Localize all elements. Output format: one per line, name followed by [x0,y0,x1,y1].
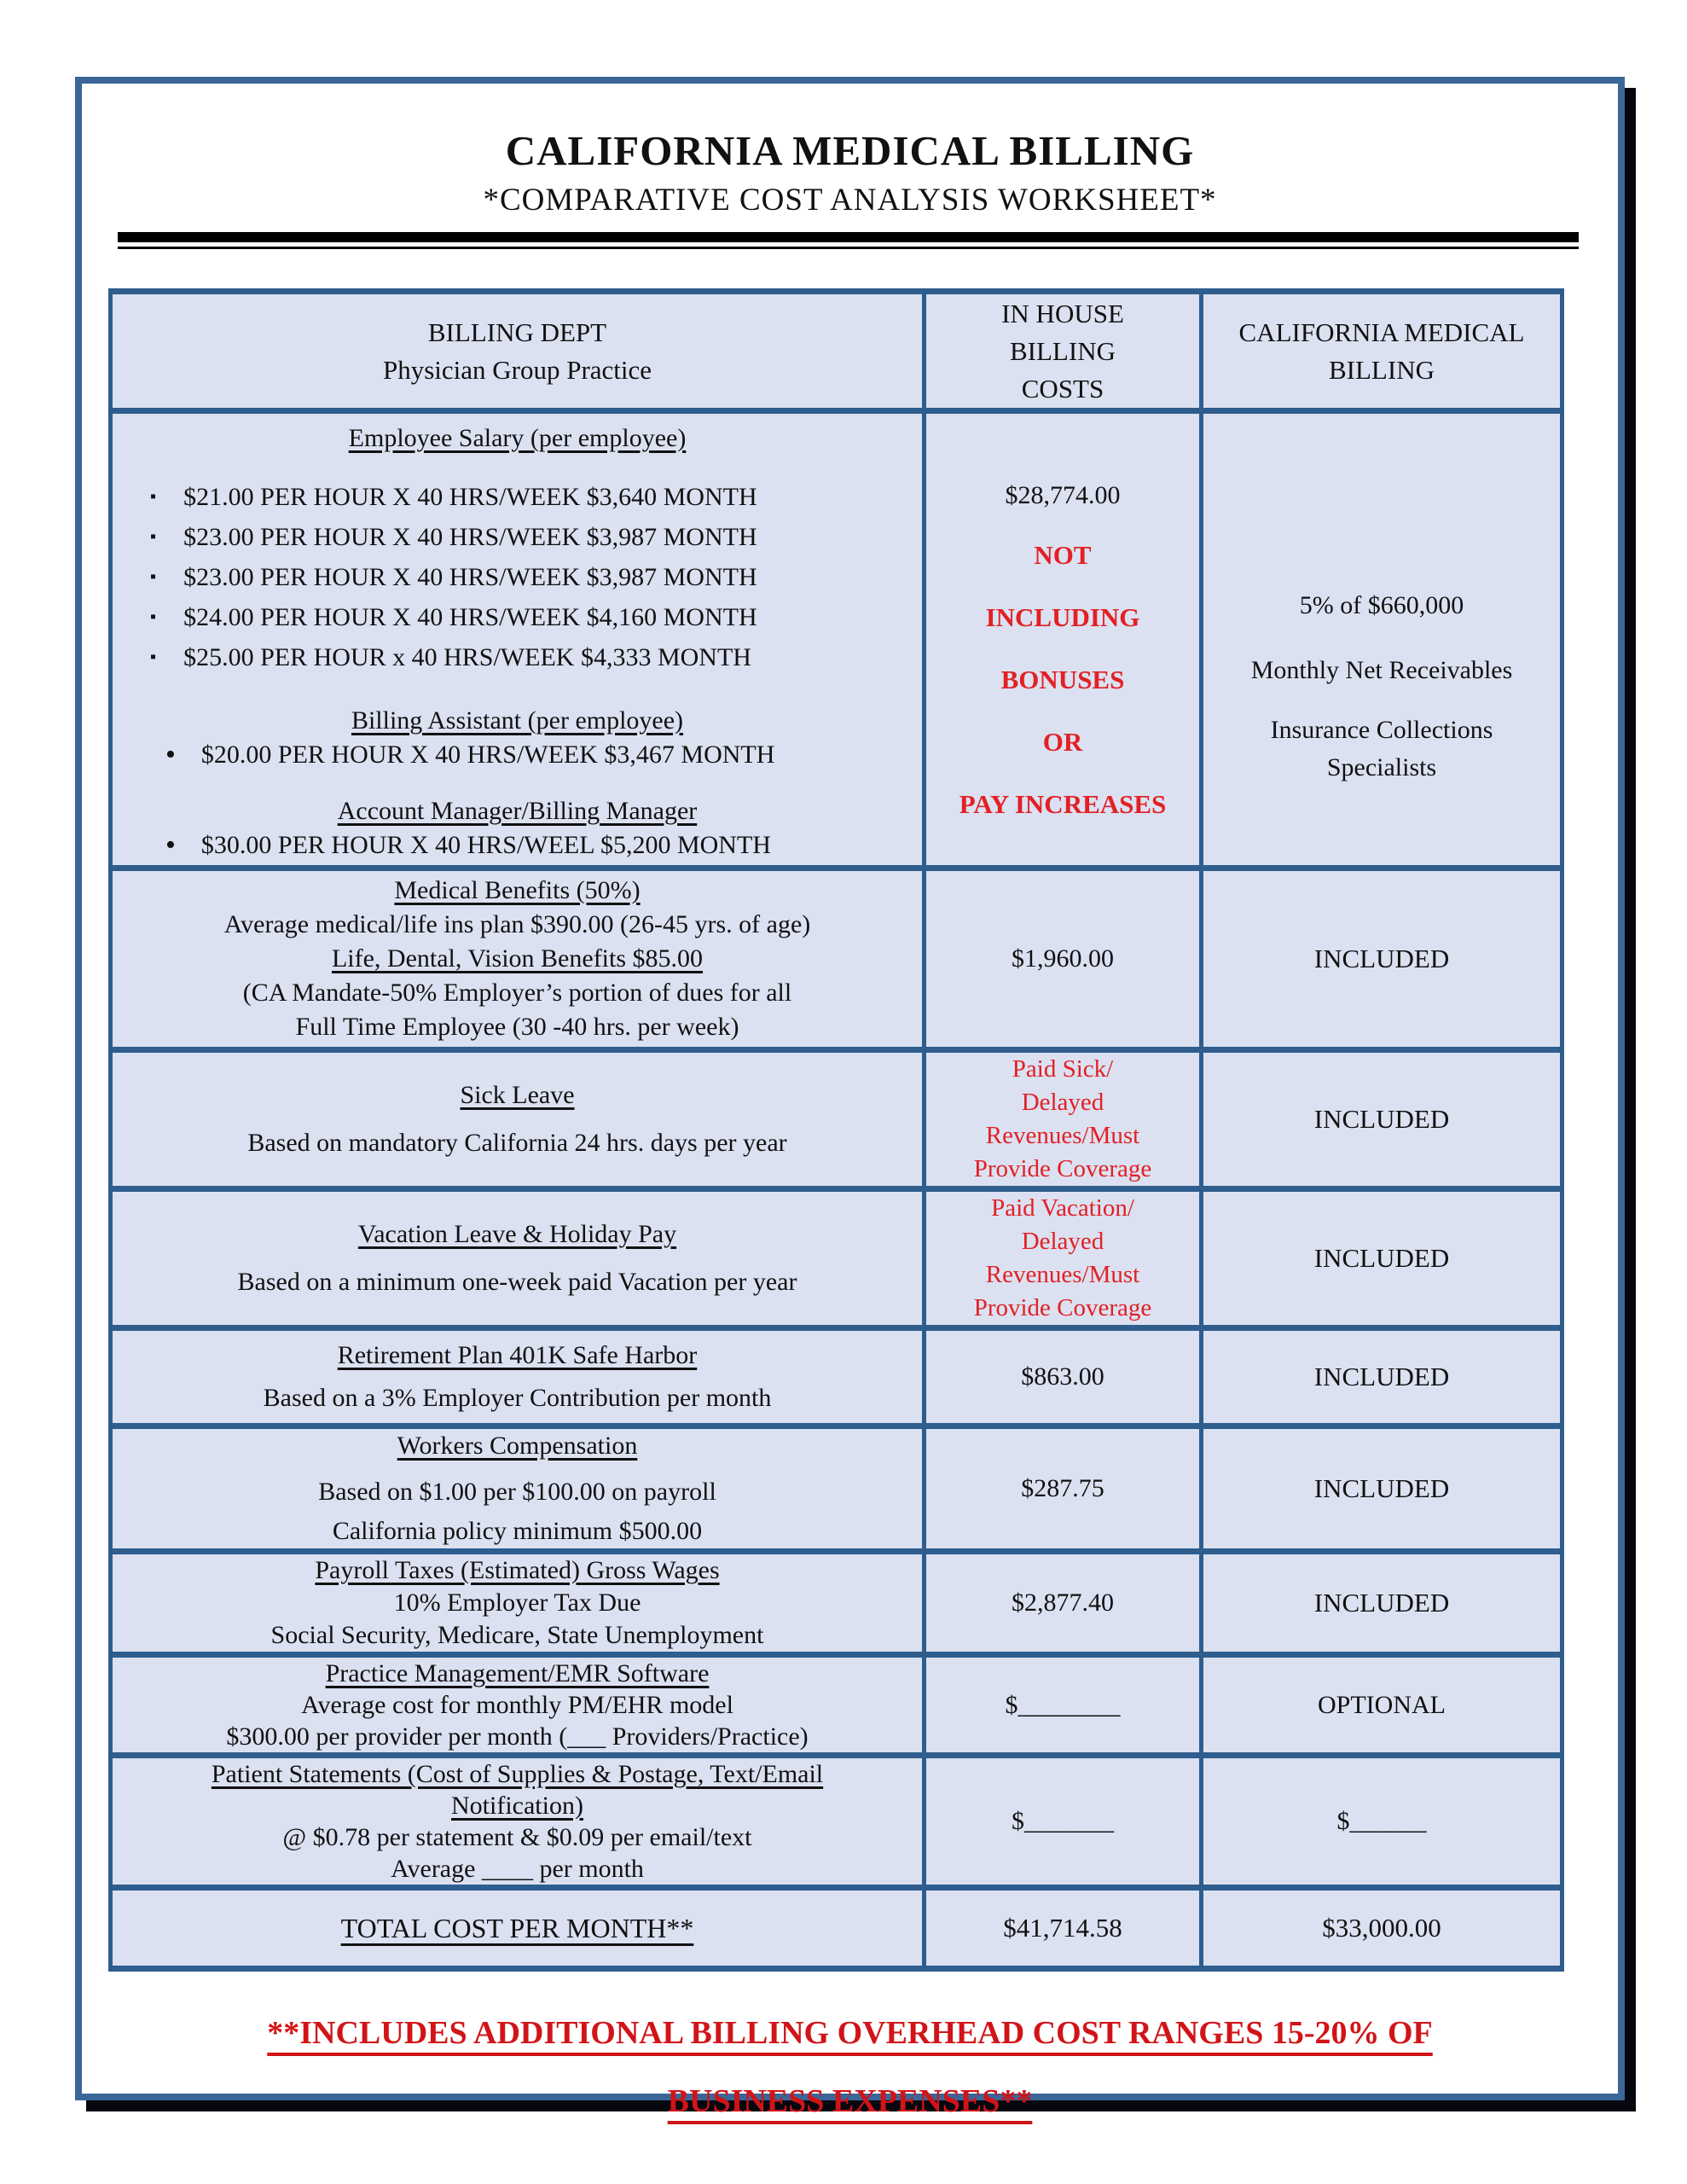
cell-text [113,1758,922,1885]
cell-retirement-inhouse: $863.00 [925,1328,1202,1426]
warning-line: Paid Sick/ [1012,1055,1114,1083]
body-line: Average cost for monthly PM/EHR model [301,1691,733,1719]
list-item-text: $23.00 PER HOUR X 40 HRS/WEEK $3,987 MONTH [183,563,757,591]
section-heading: Workers Compensation [397,1432,638,1460]
section-heading: Billing Assistant (per employee) [351,706,684,735]
value-text: Insurance Collections [1270,715,1493,744]
body-line: Social Security, Medicare, State Unemployment [270,1621,764,1649]
section-heading: Sick Leave [460,1081,575,1109]
total-cmb: $33,000.00 [1202,1888,1562,1969]
cell-vacation-cmb: INCLUDED [1202,1189,1562,1328]
warning-text: BONUSES [1000,665,1125,694]
cell-payroll-cmb: INCLUDED [1202,1552,1562,1655]
warning-line: Revenues/Must [985,1261,1140,1288]
body-line: Based on mandatory California 24 hrs. days per year [247,1129,787,1157]
warning-line: Provide Coverage [973,1294,1152,1321]
section-heading: Vacation Leave & Holiday Pay [357,1220,677,1248]
cell-patient-statements [111,1756,925,1888]
cell-sick-inhouse [925,1050,1202,1189]
warning-line: Delayed [1021,1089,1104,1116]
list-item-text: $23.00 PER HOUR X 40 HRS/WEEK $3,987 MONTH [183,523,757,551]
body-line: Average ____ per month [391,1855,644,1883]
cell-payroll-taxes [111,1552,925,1655]
round-bullet-icon: • [165,829,176,861]
cell-salary-inhouse [925,411,1202,868]
cell-statements-inhouse-blank: $_______ [925,1756,1202,1888]
section-heading: Employee Salary (per employee) [348,424,687,452]
body-line: $300.00 per provider per month (___ Providers/Practice) [226,1722,809,1751]
row-patient-statements [111,1756,1562,1888]
row-total-cost [111,1888,1562,1969]
square-bullet-icon: ▪ [150,607,157,626]
body-line: Based on a 3% Employer Contribution per month [263,1384,772,1412]
document-page [75,77,1625,2119]
cell-retirement-plan [111,1328,925,1426]
footer-note [82,2014,1618,2120]
cell-payroll-inhouse: $2,877.40 [925,1552,1202,1655]
salary-bullet-list [113,477,922,677]
list-item-text: $25.00 PER HOUR x 40 HRS/WEEK $4,333 MONTH [183,643,751,671]
cell-employee-salary [111,411,925,868]
section-heading: Account Manager/Billing Manager [337,797,698,825]
section-heading: Payroll Taxes (Estimated) Gross Wages [315,1556,720,1584]
list-item-text: $24.00 PER HOUR X 40 HRS/WEEK $4,160 MONTH [183,603,757,631]
square-bullet-icon: ▪ [150,567,157,586]
cell-text [113,1078,922,1160]
footer-line: BUSINESS EXPENSES** [667,2083,1033,2119]
body-line: (CA Mandate-50% Employer’s portion of dues for all [242,979,792,1007]
warning-text [926,1192,1199,1325]
list-item [113,637,922,677]
value-text [1203,712,1560,787]
cell-text [113,874,922,1044]
header-line: IN HOUSE [1001,298,1124,328]
cell-medical-inhouse: $1,960.00 [925,868,1202,1050]
warning-text: NOT [1034,540,1092,570]
cell-workers-compensation [111,1426,925,1552]
header-california-medical [1202,292,1562,411]
header-line: BILLING DEPT [427,317,607,347]
cell-software-inhouse-blank: $________ [925,1655,1202,1756]
total-inhouse: $41,714.58 [925,1888,1202,1969]
row-retirement-plan [111,1328,1562,1426]
square-bullet-icon: ▪ [150,527,157,546]
cell-text [113,1554,922,1652]
row-workers-compensation [111,1426,1562,1552]
section-heading: Notification) [451,1792,583,1820]
cell-text [113,1658,922,1752]
section-heading: Practice Management/EMR Software [325,1659,710,1687]
warning-text: OR [1042,727,1083,757]
cell-sick-cmb: INCLUDED [1202,1050,1562,1189]
list-item [113,735,922,775]
warning-line: Delayed [1021,1228,1104,1255]
cell-medical-benefits [111,868,925,1050]
list-item [113,826,922,865]
title-divider [118,232,1579,249]
square-bullet-icon: ▪ [150,648,157,666]
list-item [113,597,922,637]
value-text: Monthly Net Receivables [1250,655,1513,684]
row-medical-benefits [111,868,1562,1050]
header-line: CALIFORNIA MEDICAL [1238,317,1525,347]
cell-text [113,1339,922,1415]
warning-text: PAY INCREASES [959,789,1167,819]
row-payroll-taxes [111,1552,1562,1655]
row-sick-leave [111,1050,1562,1189]
body-line: Average medical/life ins plan $390.00 (26-45 yrs. of age) [223,910,811,938]
page-title: CALIFORNIA MEDICAL BILLING [505,127,1195,174]
row-vacation-leave [111,1189,1562,1328]
value-text: Specialists [1326,752,1437,781]
body-line: Full Time Employee (30 -40 hrs. per week) [295,1013,739,1041]
list-item-text: $21.00 PER HOUR X 40 HRS/WEEK $3,640 MONTH [183,483,757,511]
cell-practice-management [111,1655,925,1756]
cell-workers-cmb: INCLUDED [1202,1426,1562,1552]
cell-text [113,1429,922,1548]
row-employee-salary [111,411,1562,868]
cell-retirement-cmb: INCLUDED [1202,1328,1562,1426]
body-line: Life, Dental, Vision Benefits $85.00 [331,944,704,973]
round-bullet-icon: • [165,739,176,770]
cell-statements-cmb-blank: $______ [1202,1756,1562,1888]
header-in-house [925,292,1202,411]
cell-sick-leave [111,1050,925,1189]
row-practice-management [111,1655,1562,1756]
body-line: @ $0.78 per statement & $0.09 per email/text [282,1823,752,1851]
cell-medical-cmb: INCLUDED [1202,868,1562,1050]
section-heading: Patient Statements (Cost of Supplies & Postage, Text/Email [211,1760,824,1788]
square-bullet-icon: ▪ [150,487,157,506]
value-text: 5% of $660,000 [1299,590,1464,619]
body-line: Based on a minimum one-week paid Vacation per year [237,1268,797,1296]
cost-comparison-table [108,288,1564,1972]
warning-line: Provide Coverage [973,1155,1152,1182]
header-line: BILLING [1329,354,1435,385]
list-item [113,517,922,557]
warning-text: INCLUDING [985,602,1140,632]
table-header-row [111,292,1562,411]
cell-salary-cmb [1202,411,1562,868]
header-line: COSTS [1021,373,1104,404]
page-subtitle: *COMPARATIVE COST ANALYSIS WORKSHEET* [483,183,1217,218]
list-item [113,557,922,597]
footer-line: **INCLUDES ADDITIONAL BILLING OVERHEAD COST RANGES 15-20% OF [267,2015,1433,2051]
section-heading: Retirement Plan 401K Safe Harbor [337,1341,698,1369]
header-billing-dept [111,292,925,411]
body-line: California policy minimum $500.00 [332,1517,703,1545]
body-line: 10% Employer Tax Due [393,1589,641,1617]
cell-vacation-leave [111,1189,925,1328]
cell-workers-inhouse: $287.75 [925,1426,1202,1552]
warning-line: Paid Vacation/ [991,1194,1134,1222]
amount: $28,774.00 [1005,481,1121,509]
header-line: Physician Group Practice [382,354,652,385]
body-line: Based on $1.00 per $100.00 on payroll [318,1478,716,1506]
list-item [113,477,922,517]
cell-software-cmb: OPTIONAL [1202,1655,1562,1756]
list-item-text: $20.00 PER HOUR X 40 HRS/WEEK $3,467 MONTH [200,741,775,769]
header-line: BILLING [1010,335,1116,366]
cell-vacation-inhouse [925,1189,1202,1328]
warning-line: Revenues/Must [985,1122,1140,1149]
warning-text [926,1053,1199,1186]
section-heading: Medical Benefits (50%) [394,876,641,904]
list-item-text: $30.00 PER HOUR X 40 HRS/WEEL $5,200 MONTH [200,831,771,859]
total-label: TOTAL COST PER MONTH** [111,1888,925,1969]
cell-text [113,1217,922,1299]
